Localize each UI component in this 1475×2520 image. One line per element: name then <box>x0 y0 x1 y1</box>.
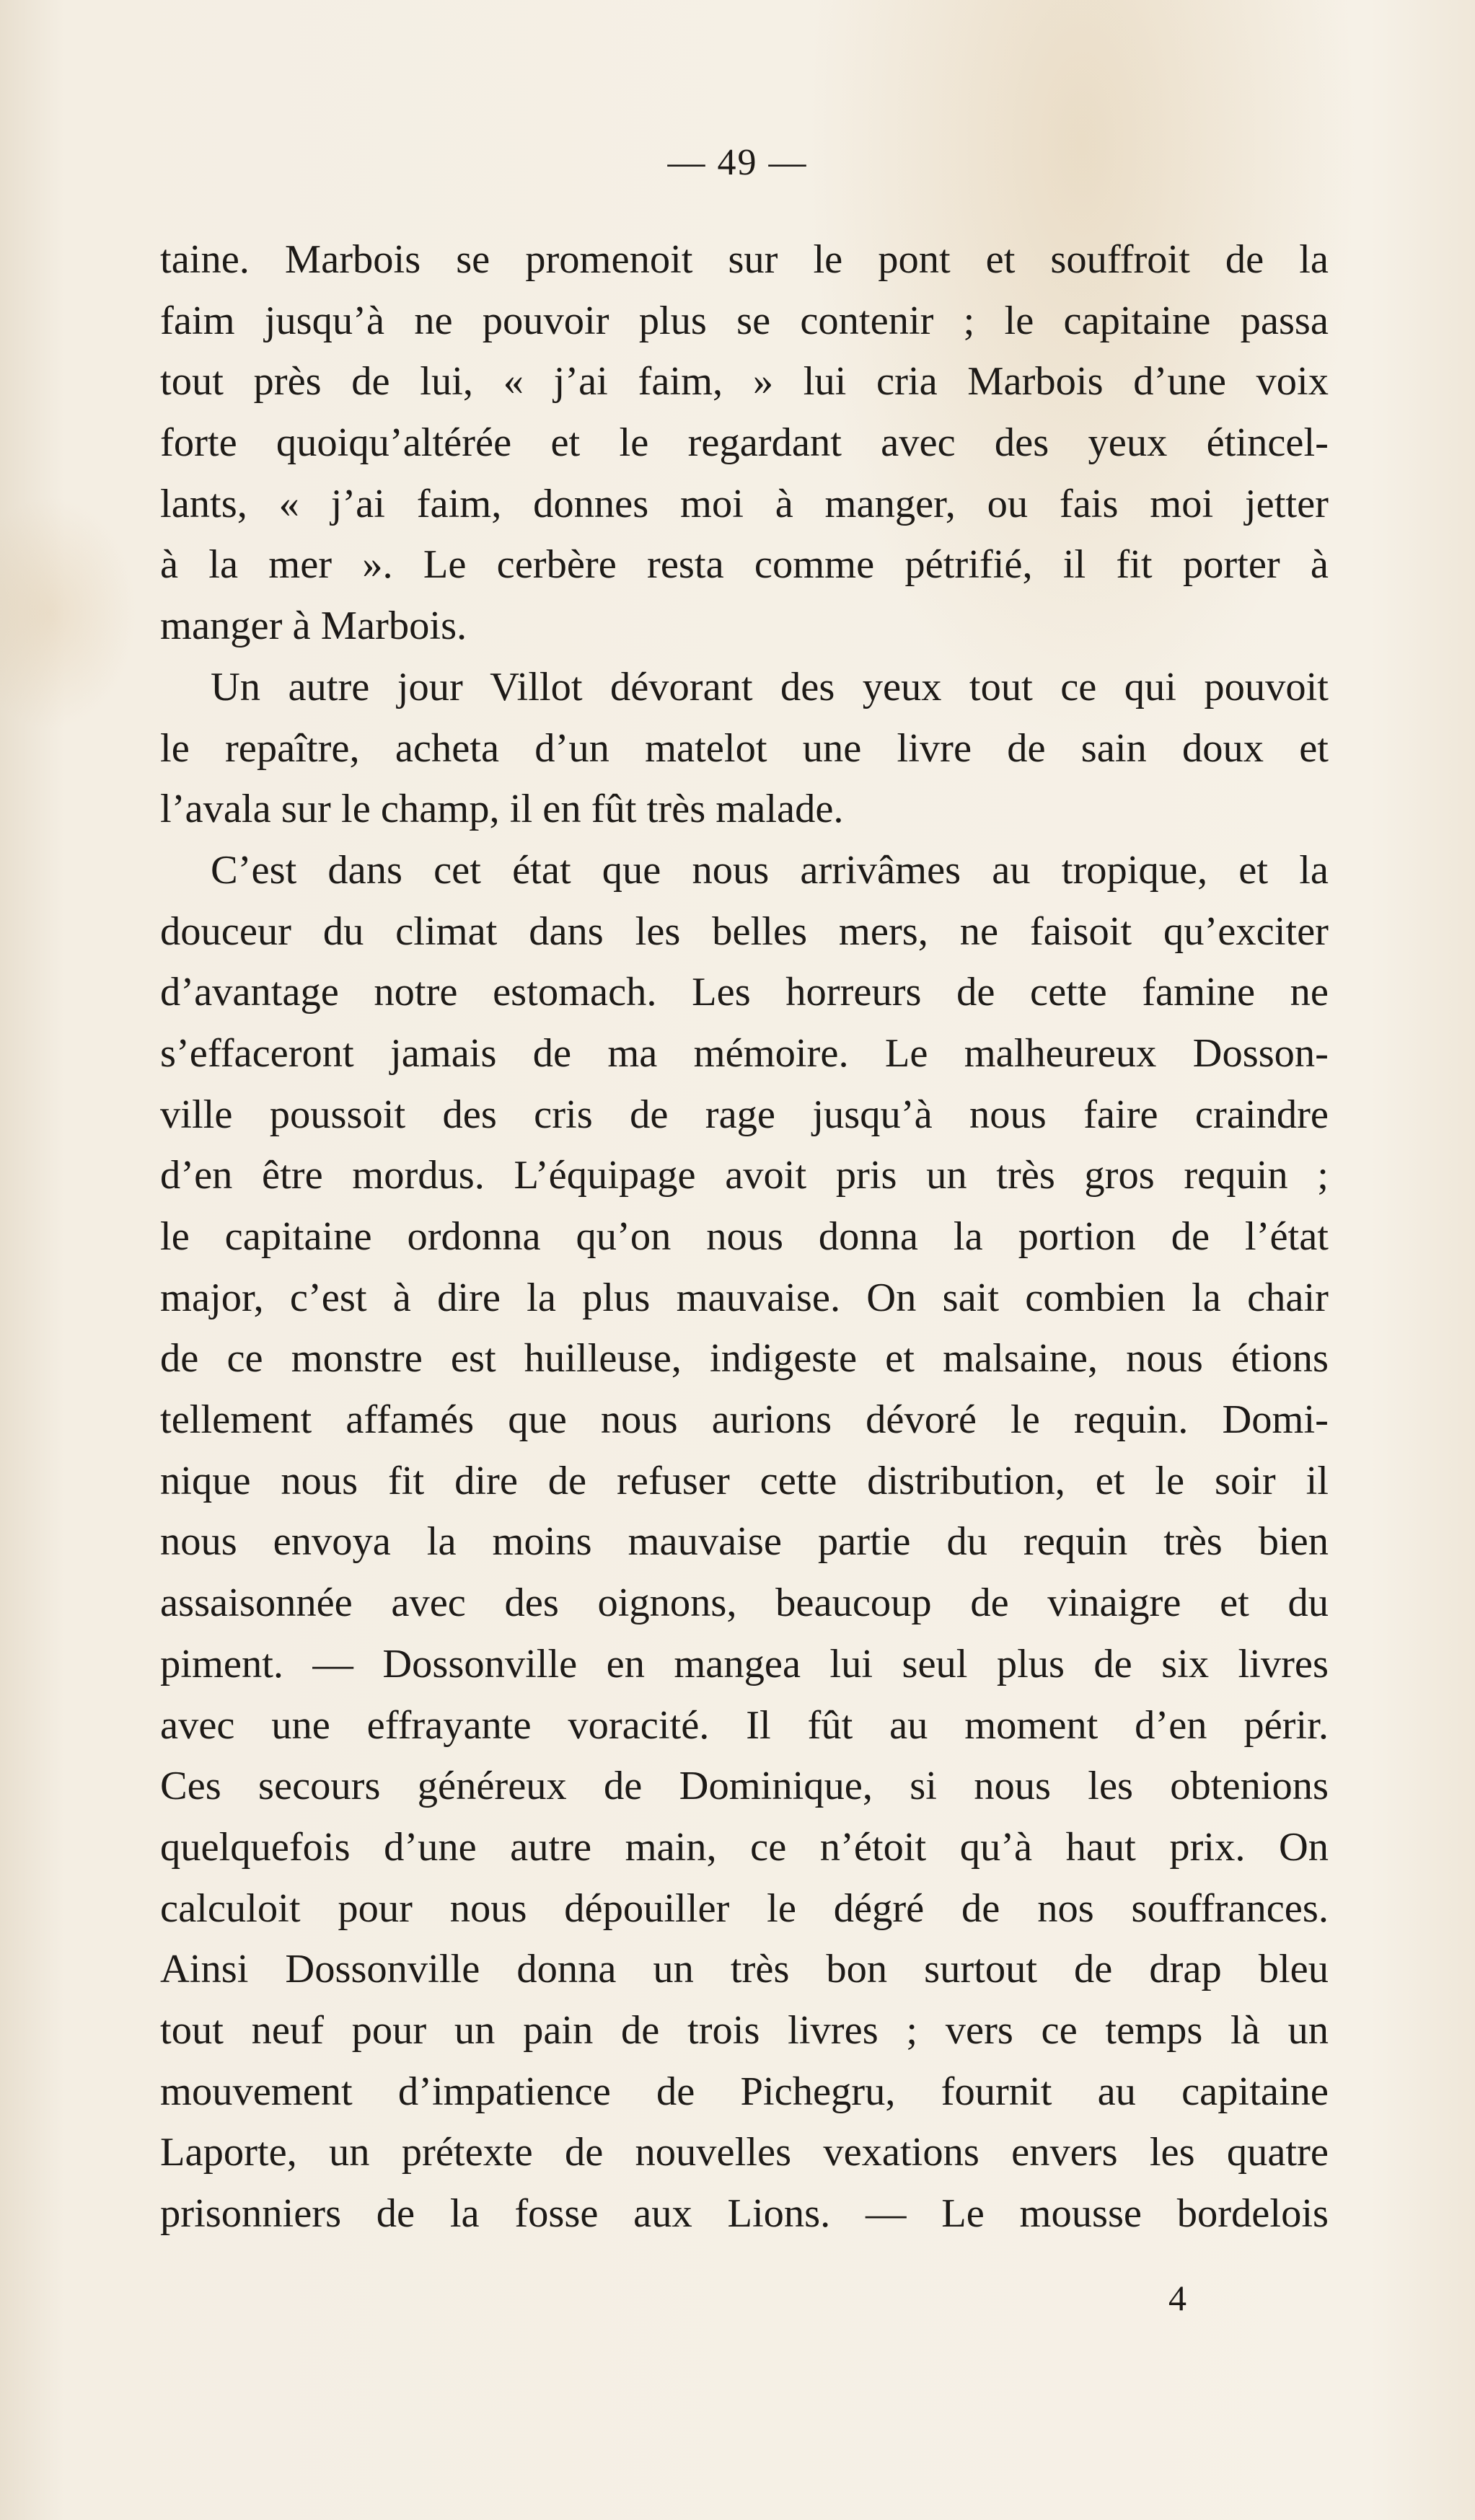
text-line: lants, « j’ai faim, donnes moi à manger, ou fais moi jetter <box>160 481 1329 526</box>
text-line: s’effaceront jamais de ma mémoire. Le malheureux Dosson- <box>160 1030 1329 1076</box>
text-line: taine. Marbois se promenoit sur le pont et souffroit de la <box>160 237 1329 282</box>
text-line: piment. — Dossonville en mangea lui seul plus de six livres <box>160 1641 1329 1686</box>
text-line: manger à Marbois. <box>160 604 467 649</box>
text-line: mouvement d’impatience de Pichegru, fournit au capitaine <box>160 2069 1329 2114</box>
text-line: tellement affamés que nous aurions dévoré le requin. Domi- <box>160 1397 1329 1443</box>
text-line: Ainsi Dossonville donna un très bon surtout de drap bleu <box>160 1947 1329 1992</box>
text-line: calculoit pour nous dépouiller le dégré de nos souffrances. <box>160 1885 1329 1931</box>
text-line: quelquefois d’une autre main, ce n’étoit qu’à haut prix. On <box>160 1824 1329 1870</box>
page-number: — 49 — <box>667 142 808 183</box>
text-line: de ce monstre est huilleuse, indigeste et malsaine, nous étions <box>160 1336 1329 1381</box>
text-line: le repaître, acheta d’un matelot une livre de sain doux et <box>160 725 1329 771</box>
text-line: C’est dans cet état que nous arrivâmes au tropique, et la <box>211 847 1329 893</box>
text-line: l’avala sur le champ, il en fût très malade. <box>160 787 844 832</box>
text-line: à la mer ». Le cerbère resta comme pétrifié, il fit porter à <box>160 542 1329 588</box>
text-line: douceur du climat dans les belles mers, ne faisoit qu’exciter <box>160 908 1329 954</box>
text-line: nous envoya la moins mauvaise partie du requin très bien <box>160 1519 1329 1565</box>
signature-mark: 4 <box>1168 2278 1186 2318</box>
text-line: Laporte, un prétexte de nouvelles vexations envers les quatre <box>160 2130 1329 2175</box>
text-line: tout près de lui, « j’ai faim, » lui cria Marbois d’une voix <box>160 359 1329 404</box>
text-line: nique nous fit dire de refuser cette distribution, et le soir il <box>160 1458 1329 1503</box>
body-text <box>160 229 1329 2245</box>
text-line: tout neuf pour un pain de trois livres ; vers ce temps là un <box>160 2007 1329 2053</box>
text-line: d’en être mordus. L’équipage avoit pris un très gros requin ; <box>160 1153 1329 1198</box>
text-line: d’avantage notre estomach. Les horreurs de cette famine ne <box>160 970 1329 1015</box>
text-line: le capitaine ordonna qu’on nous donna la portion de l’état <box>160 1214 1329 1259</box>
text-line: assaisonnée avec des oignons, beaucoup de vinaigre et du <box>160 1580 1329 1626</box>
text-line: Un autre jour Villot dévorant des yeux tout ce qui pouvoit <box>211 664 1329 709</box>
text-line: prisonniers de la fosse aux Lions. — Le mousse bordelois <box>160 2191 1329 2236</box>
text-line: major, c’est à dire la plus mauvaise. On sait combien la chair <box>160 1275 1329 1320</box>
text-line: faim jusqu’à ne pouvoir plus se contenir ; le capitaine passa <box>160 298 1329 343</box>
text-line: ville poussoit des cris de rage jusqu’à nous faire craindre <box>160 1092 1329 1137</box>
text-line: forte quoiqu’altérée et le regardant avec des yeux étincel- <box>160 420 1329 466</box>
text-line: Ces secours généreux de Dominique, si nous les obtenions <box>160 1764 1329 1809</box>
text-line: avec une effrayante voracité. Il fût au moment d’en périr. <box>160 1702 1329 1748</box>
